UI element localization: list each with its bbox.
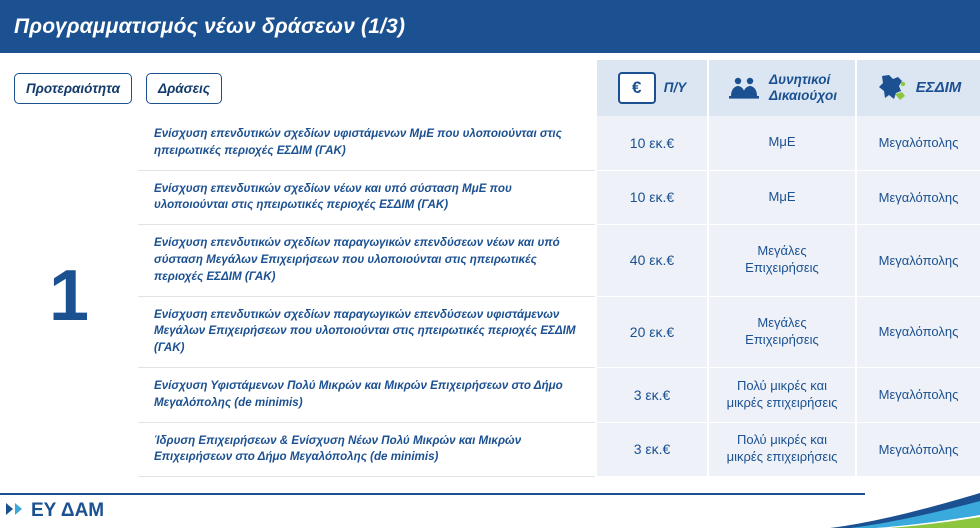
footer-logo [6, 500, 104, 522]
triangles-icon [6, 501, 26, 522]
header-budget-label: Π/Υ [663, 80, 687, 96]
actions-table-container [0, 60, 980, 477]
footer-divider [0, 493, 865, 495]
action-description: Ενίσχυση επενδυτικών σχεδίων παραγωγικών επενδύσεων νέων και υπό σύσταση Μεγάλων Επιχειρήσεων που υλοποιούνται στις ηπειρωτικές περιοχές ΕΣΔΙΜ (ΓΑΚ) [138, 225, 596, 296]
esdim-value: Μεγαλόπολης [856, 422, 980, 477]
header-priority-cell [0, 60, 138, 116]
slide-footer [0, 493, 980, 528]
header-beneficiaries-label [769, 72, 837, 103]
action-description: Ενίσχυση επενδυτικών σχεδίων νέων και υπό σύσταση ΜμΕ που υλοποιούνται στις ηπειρωτικές περιοχές ΕΣΔΙΜ (ΓΑΚ) [138, 170, 596, 225]
people-icon [727, 74, 761, 102]
table-row [0, 367, 980, 422]
budget-value: 3 εκ.€ [596, 367, 708, 422]
budget-value: 3 εκ.€ [596, 422, 708, 477]
header-actions-cell [138, 60, 596, 116]
budget-value: 40 εκ.€ [596, 225, 708, 296]
table-row [0, 296, 980, 367]
table-row [0, 170, 980, 225]
header-budget-cell [596, 60, 708, 116]
beneficiaries-value: Μεγάλες Επιχειρήσεις [708, 225, 856, 296]
footer-logo-text: ΕΥ ΔΑΜ [31, 500, 105, 521]
action-description: Ενίσχυση Υφιστάμενων Πολύ Μικρών και Μικρών Επιχειρήσεων στο Δήμο Μεγαλόπολης (de minimis) [138, 367, 596, 422]
beneficiaries-value: Πολύ μικρές και μικρές επιχειρήσεις [708, 422, 856, 477]
action-description: Ενίσχυση επενδυτικών σχεδίων υφιστάμενων ΜμΕ που υλοποιούνται στις ηπειρωτικές περιοχές ΕΣΔΙΜ (ΓΑΚ) [138, 116, 596, 170]
header-beneficiaries-line1: Δυνητικοί [769, 72, 831, 88]
table-row [0, 422, 980, 477]
header-beneficiaries-line2: Δικαιούχοι [769, 88, 837, 103]
action-description: Ενίσχυση επενδυτικών σχεδίων παραγωγικών επενδύσεων υφιστάμενων Μεγάλων Επιχειρήσεων που υλοποιούνται στις ηπειρωτικές περιοχές ΕΣΔΙΜ (ΓΑΚ) [138, 296, 596, 367]
esdim-value: Μεγαλόπολης [856, 367, 980, 422]
esdim-value: Μεγαλόπολης [856, 116, 980, 170]
table-header-row [0, 60, 980, 116]
budget-value: 20 εκ.€ [596, 296, 708, 367]
header-esdim-cell [856, 60, 980, 116]
beneficiaries-value: Πολύ μικρές και μικρές επιχειρήσεις [708, 367, 856, 422]
footer-swoosh-decoration [830, 493, 980, 528]
greece-map-icon [876, 73, 908, 103]
esdim-value: Μεγαλόπολης [856, 170, 980, 225]
header-actions-label: Δράσεις [146, 73, 222, 104]
beneficiaries-value: ΜμΕ [708, 116, 856, 170]
header-beneficiaries-cell [708, 60, 856, 116]
beneficiaries-value: ΜμΕ [708, 170, 856, 225]
beneficiaries-value: Μεγάλες Επιχειρήσεις [708, 296, 856, 367]
table-row [0, 225, 980, 296]
page-title: Προγραμματισμός νέων δράσεων (1/3) [14, 14, 406, 38]
table-row [0, 116, 980, 170]
action-description: Ίδρυση Επιχειρήσεων & Ενίσχυση Νέων Πολύ Μικρών και Μικρών Επιχειρήσεων στο Δήμο Μεγαλόπολης (de minimis) [138, 422, 596, 477]
euro-icon: € [618, 72, 656, 104]
esdim-value: Μεγαλόπολης [856, 296, 980, 367]
header-esdim-label: ΕΣΔΙΜ [915, 79, 962, 97]
priority-number-cell [0, 116, 138, 477]
priority-number: 1 [48, 256, 90, 337]
esdim-value: Μεγαλόπολης [856, 225, 980, 296]
table-body [0, 116, 980, 477]
slide-title-bar [0, 0, 980, 53]
actions-table [0, 60, 980, 477]
budget-value: 10 εκ.€ [596, 116, 708, 170]
header-priority-label: Προτεραιότητα [14, 73, 132, 104]
budget-value: 10 εκ.€ [596, 170, 708, 225]
